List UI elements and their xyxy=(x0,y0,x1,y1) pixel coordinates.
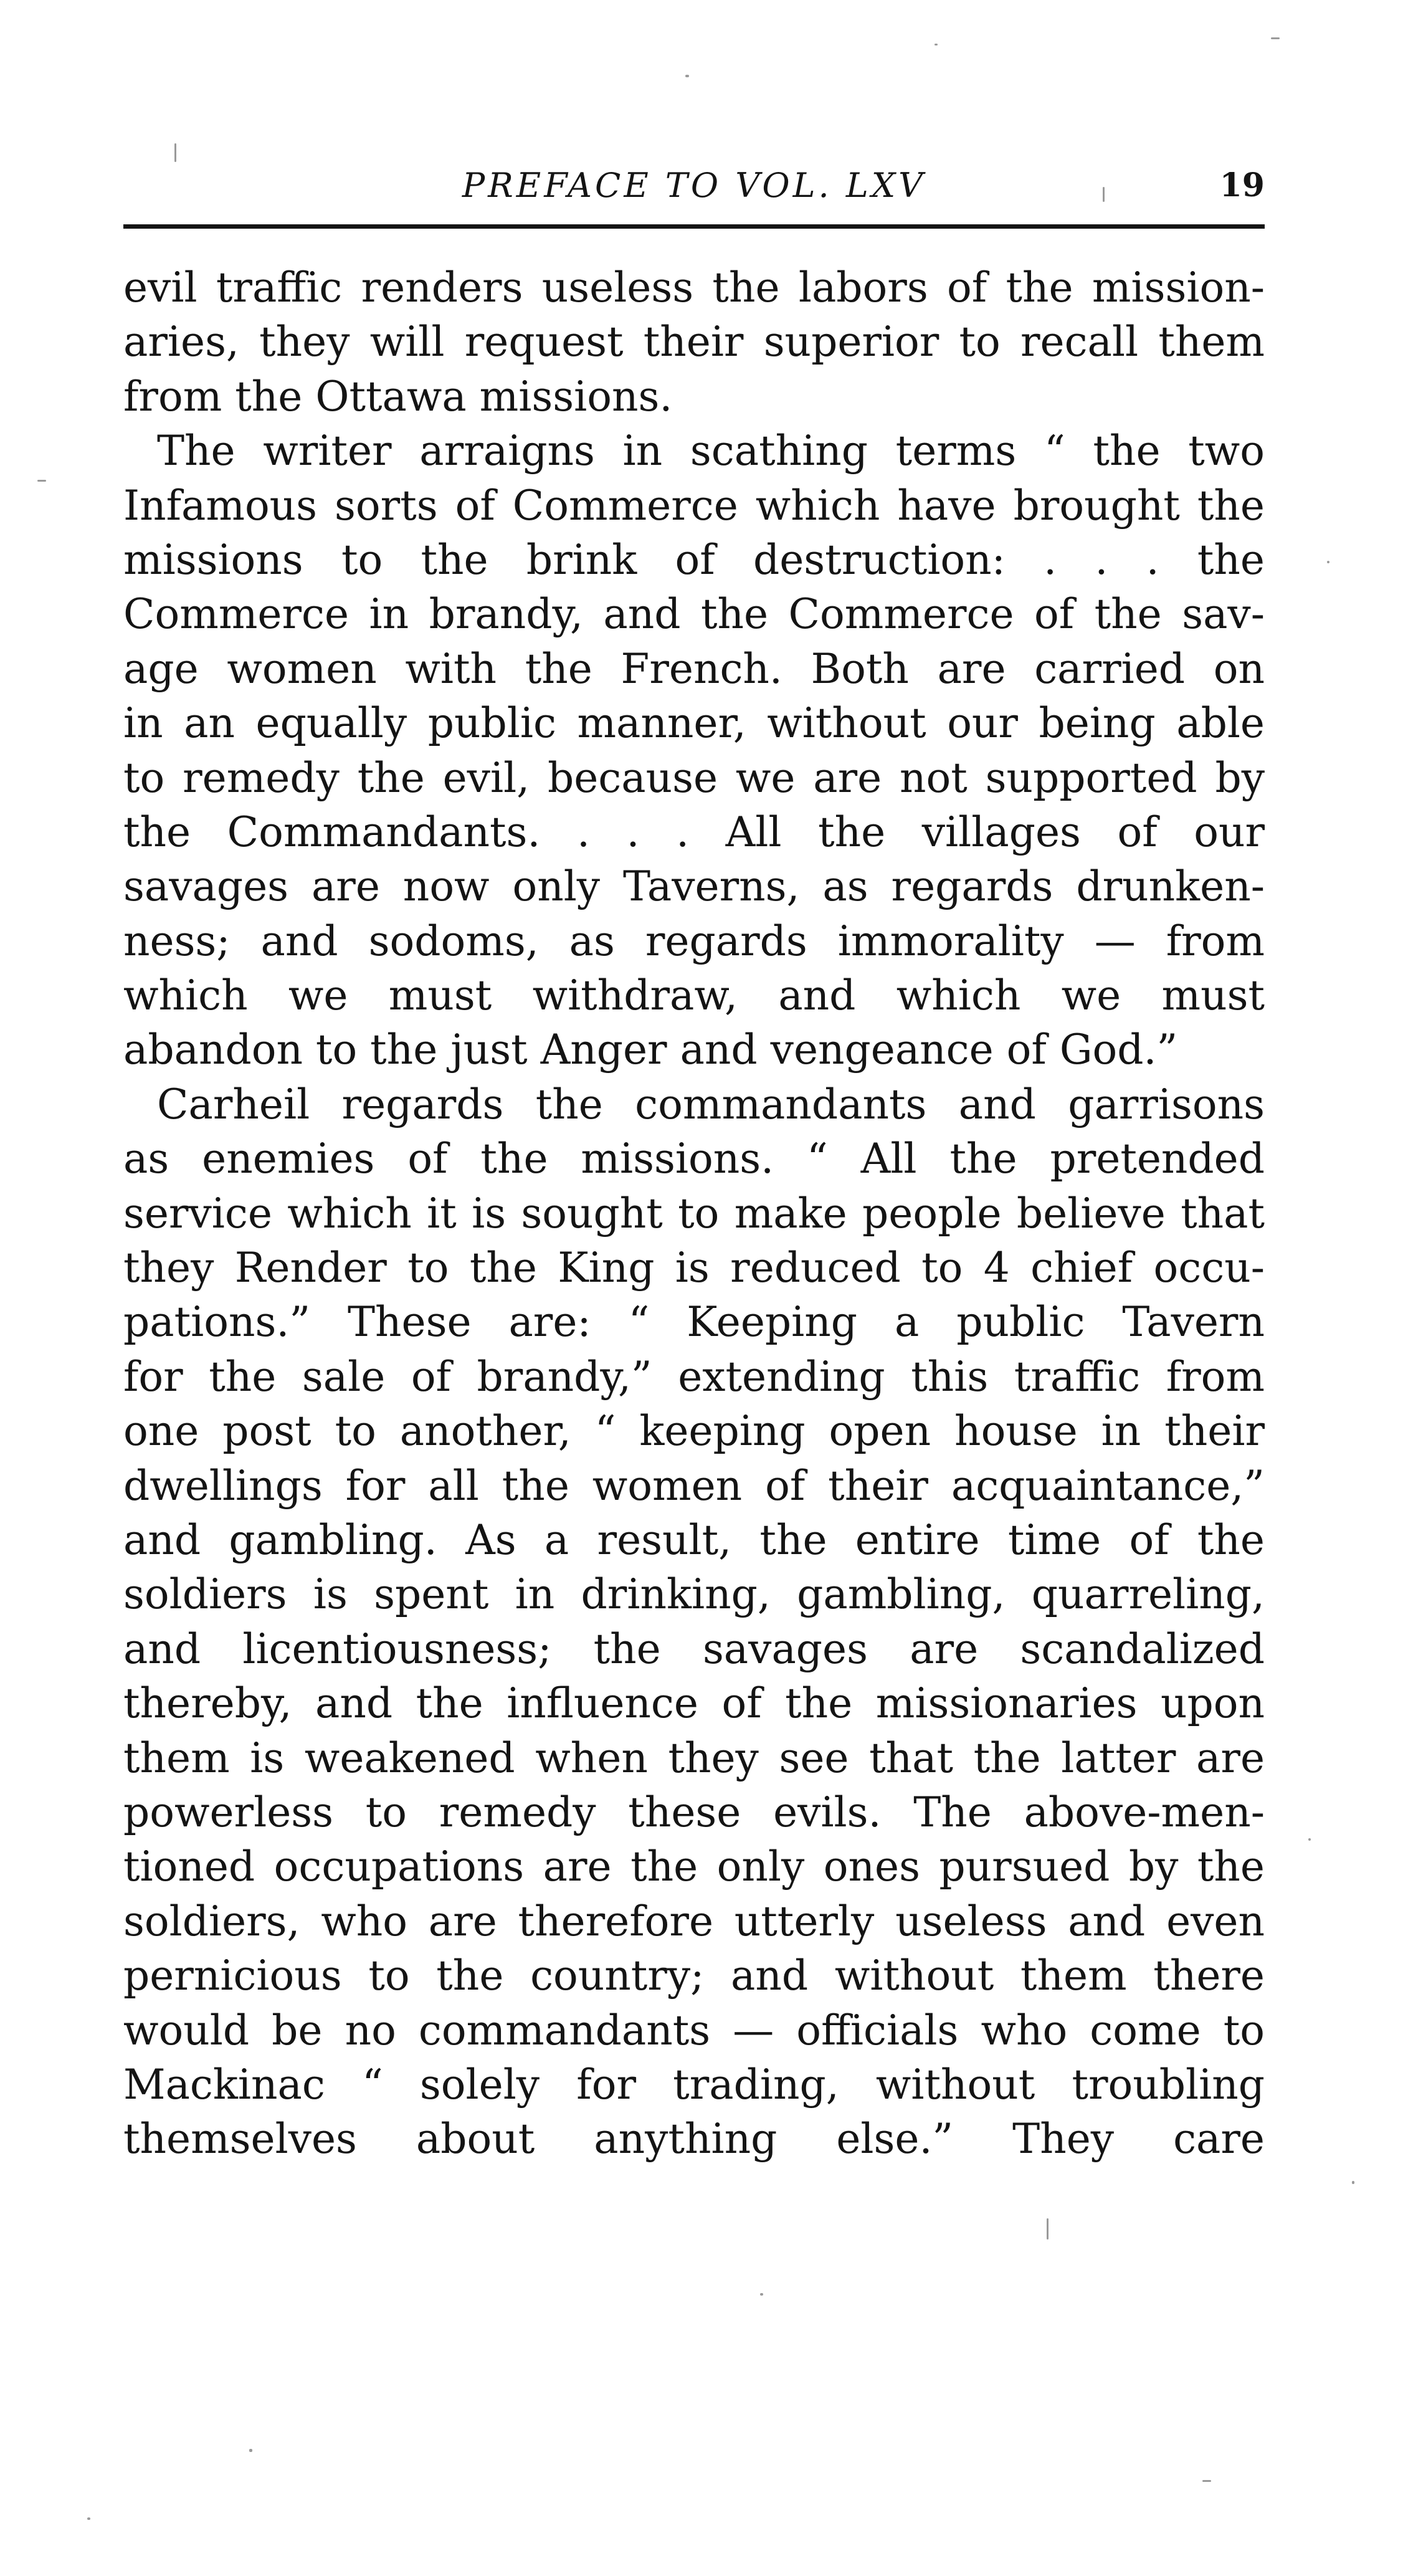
paper-speck xyxy=(37,480,46,482)
text-line: they Render to the King is reduced to 4 chief occu- xyxy=(123,1244,1265,1292)
text-line: dwellings for all the women of their acquaintance,” xyxy=(123,1461,1265,1510)
paper-speck xyxy=(1308,1838,1311,1841)
paper-speck xyxy=(87,2517,90,2520)
text-line: missions to the brink of destruction: . . . the xyxy=(123,535,1265,584)
text-line: powerless to remedy these evils. The above-men- xyxy=(123,1788,1265,1836)
text-line: pernicious to the country; and without them there xyxy=(123,1952,1265,2000)
body-text xyxy=(123,260,1265,2167)
paper-speck xyxy=(1271,37,1280,39)
text-line: aries, they will request their superior to recall them xyxy=(123,318,1265,366)
text-line: soldiers is spent in drinking, gambling, quarreling, xyxy=(123,1570,1265,1619)
text-line: Commerce in brandy, and the Commerce of the sav- xyxy=(123,590,1265,639)
text-line: soldiers, who are therefore utterly useless and even xyxy=(123,1897,1265,1945)
text-line: one post to another, “ keeping open house in their xyxy=(123,1407,1265,1456)
paper-speck xyxy=(760,2293,763,2296)
text-line: and licentiousness; the savages are scandalized xyxy=(123,1624,1265,1673)
text-line: abandon to the just Anger and vengeance of God.” xyxy=(123,1026,1178,1074)
text-line: in an equally public manner, without our being able xyxy=(123,699,1265,748)
text-line: themselves about anything else.” They care xyxy=(123,2115,1265,2163)
paper-speck xyxy=(1352,2181,1354,2184)
text-line: the Commandants. . . . All the villages of our xyxy=(123,808,1265,856)
text-line: for the sale of brandy,” extending this traffic from xyxy=(123,1352,1265,1401)
paragraph-first-line: The writer arraigns in scathing terms “ the two xyxy=(157,427,1265,475)
paper-speck xyxy=(249,2449,252,2452)
paragraph-first-line: Carheil regards the commandants and garrisons xyxy=(157,1080,1265,1128)
text-line: to remedy the evil, because we are not supported by xyxy=(123,753,1265,802)
paper-speck xyxy=(1047,2218,1049,2240)
paper-speck xyxy=(1103,187,1105,202)
running-title: PREFACE TO VOL. LXV xyxy=(462,166,926,205)
text-line: would be no commandants — officials who come to xyxy=(123,2006,1265,2054)
paper-speck xyxy=(174,143,176,162)
running-header xyxy=(123,161,1265,211)
paper-speck xyxy=(1327,561,1329,563)
text-line: Mackinac “ solely for trading, without troubling xyxy=(123,2060,1265,2109)
text-line: Infamous sorts of Commerce which have brought the xyxy=(123,481,1265,530)
text-line: pations.” These are: “ Keeping a public Tavern xyxy=(123,1298,1265,1347)
text-line: tioned occupations are the only ones pursued by the xyxy=(123,1843,1265,1891)
paper-speck xyxy=(935,44,938,45)
page-number: 19 xyxy=(1219,166,1265,204)
header-rule xyxy=(123,224,1265,229)
text-line: and gambling. As a result, the entire time of the xyxy=(123,1515,1265,1564)
text-line: service which it is sought to make people believe that xyxy=(123,1189,1265,1238)
text-line: which we must withdraw, and which we must xyxy=(123,971,1265,1020)
text-line: age women with the French. Both are carried on xyxy=(123,644,1265,693)
text-line: them is weakened when they see that the latter are xyxy=(123,1734,1265,1782)
paper-speck xyxy=(1202,2480,1211,2482)
paper-speck xyxy=(685,75,689,77)
text-line: from the Ottawa missions. xyxy=(123,372,673,421)
text-line: thereby, and the influence of the missionaries upon xyxy=(123,1679,1265,1728)
text-line: ness; and sodoms, as regards immorality — from xyxy=(123,917,1265,965)
text-line: as enemies of the missions. “ All the pretended xyxy=(123,1135,1265,1183)
text-line: savages are now only Taverns, as regards drunken- xyxy=(123,862,1265,911)
text-line: evil traffic renders useless the labors of the mission- xyxy=(123,264,1265,312)
